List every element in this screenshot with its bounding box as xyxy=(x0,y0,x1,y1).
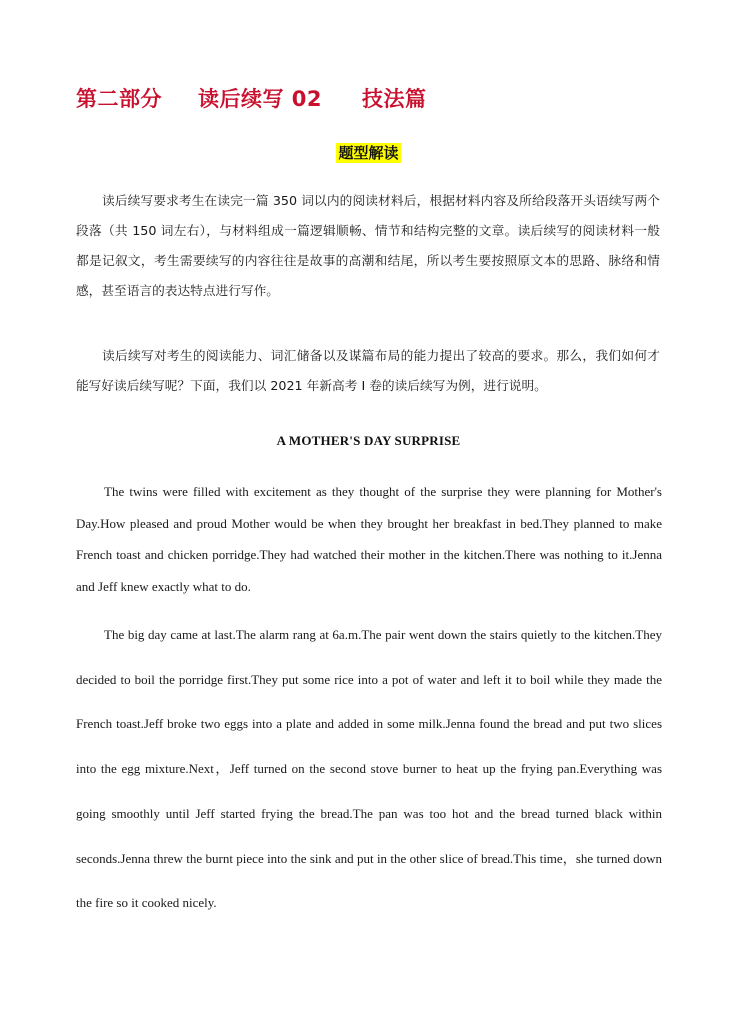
story-paragraph: The twins were filled with excitement as they thought of the surprise they were planning for Mother's Day.How pleased and proud Mother would be when they brought her breakfast in bed.They planned to make French toast and chicken porridge.They had watched their mother in the kitchen.There was nothing to it.Jenna and Jeff knew exactly what to do. xyxy=(76,484,662,594)
section-heading: 题型解读 xyxy=(338,144,399,162)
title-subtitle: 技法篇 xyxy=(362,87,427,111)
section-heading-wrap xyxy=(0,143,737,163)
story-title: A MOTHER'S DAY SURPRISE xyxy=(276,433,461,448)
title-topic: 读后续写 02 xyxy=(198,87,323,111)
intro-paragraph: 读后续写对考生的阅读能力、词汇储备以及谋篇布局的能力提出了较高的要求。那么，我们如何才能写好读后续写呢？下面，我们以 2021 年新高考 I 卷的读后续写为例，进行说明。 xyxy=(76,348,660,393)
intro-paragraph: 读后续写要求考生在读完一篇 350 词以内的阅读材料后，根据材料内容及所给段落开头语续写两个段落（共 150 词左右），与材料组成一篇逻辑顺畅、情节和结构完整的文章。读后续写的阅读材料一般都是记叙文，考生需要续写的内容往往是故事的高潮和结尾，所以考生要按照原文本的思路、脉络和情感，甚至语言的表达特点进行写作。 xyxy=(76,193,660,298)
story-paragraph: The big day came at last.The alarm rang at 6a.m.The pair went down the stairs quietly to the kitchen.They decided to boil the porridge first.They put some rice into a pot of water and left it to boil while they made the French toast.Jeff broke two eggs into a plate and added in some milk.Jenna found the bread and put two slices into the egg mixture.Next，Jeff turned on the second stove burner to heat up the frying pan.Everything was going smoothly until Jeff started frying the bread.The pan was too hot and the bread turned black within seconds.Jenna threw the burnt piece into the sink and put in the other slice of bread.This time，she turned down the fire so it cooked nicely. xyxy=(76,627,662,911)
page-title xyxy=(76,83,427,113)
title-part: 第二部分 xyxy=(76,87,162,111)
